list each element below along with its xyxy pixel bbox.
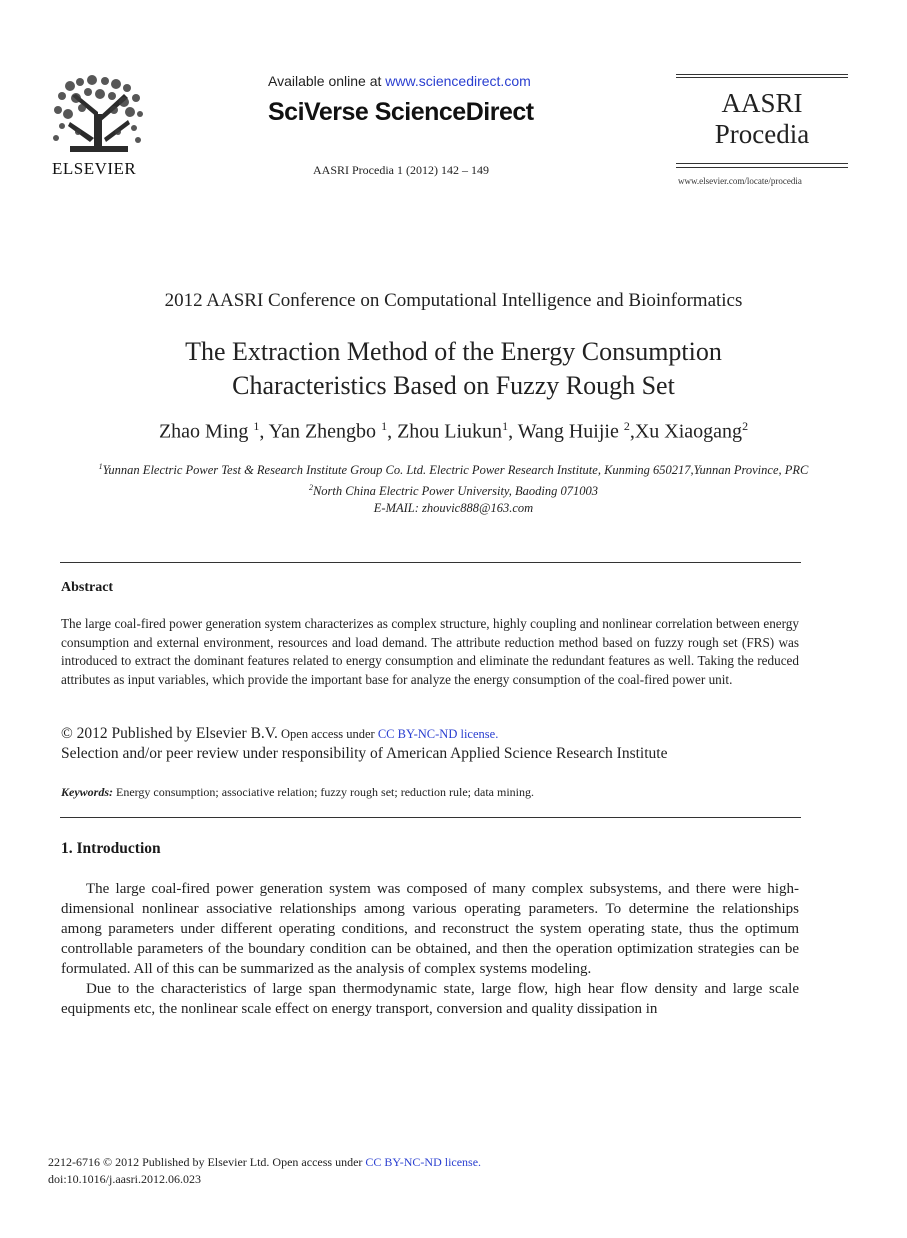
journal-name-line2: Procedia (714, 119, 810, 149)
available-online (268, 73, 531, 89)
page-footer (48, 1154, 481, 1188)
divider-top (60, 562, 801, 563)
masthead-rule-bottom-2 (676, 167, 848, 168)
title-line2: Characteristics Based on Fuzzy Rough Set (232, 371, 675, 400)
masthead-rule-bottom (676, 163, 848, 164)
peer-review-statement: Selection and/or peer review under responsibility of American Applied Science Research Institute (61, 745, 668, 762)
author-email: E-MAIL: zhouvic888@163.com (373, 501, 534, 516)
affiliation-1-text: Yunnan Electric Power Test & Research Institute Group Co. Ltd. Electric Power Research Institute, Kunming 650217,Yunnan Province, PRC (102, 463, 809, 478)
affiliation-1-marker: 1 (98, 462, 103, 471)
issn-text: 2212-6716 © 2012 Published by Elsevier Ltd. Open access under (48, 1155, 366, 1169)
abstract-heading: Abstract (61, 580, 114, 595)
author-separator: , (629, 420, 635, 443)
title-line1: The Extraction Method of the Energy Consumption (185, 337, 722, 366)
abstract-text: The large coal-fired power generation system characterizes as complex structure, highly coupling and nonlinear correlation between energy consumption and external environment, resources and load demand. The attribute reduction method based on fuzzy rough set (FRS) was introduced to extract the dominant features related to energy consumption and eliminate the redundant features as well. Taking the reduced attributes as input variables, which provide the important base for analyze the energy consumption of the coal-fired power unit. (61, 616, 799, 687)
author-name: Zhou Liukun (397, 420, 503, 443)
sciencedirect-link[interactable]: www.sciencedirect.com (385, 73, 531, 89)
section-heading: 1. Introduction (61, 840, 161, 857)
keywords-text: Energy consumption; associative relation; fuzzy rough set; reduction rule; data mining. (113, 785, 535, 799)
author-name: Xu Xiaogang (634, 420, 743, 443)
author-name: Zhao Ming (158, 420, 254, 443)
author-separator: , (387, 420, 398, 443)
affiliation-2-text: North China Electric Power University, Baoding 071003 (312, 484, 599, 499)
footer-license-link[interactable]: CC BY-NC-ND license. (365, 1155, 482, 1169)
affiliations (50, 458, 857, 517)
author-separator: , (508, 420, 518, 443)
doi: doi:10.1016/j.aasri.2012.06.023 (48, 1172, 201, 1186)
copyright-text: © 2012 Published by Elsevier B.V. (61, 725, 278, 742)
author-separator: , (259, 420, 269, 443)
author-affil-marker: 1 (502, 419, 509, 433)
affiliation-2 (50, 479, 857, 500)
journal-name-line1: AASRI (721, 88, 803, 118)
available-prefix: Available online at (268, 73, 386, 89)
article-title (100, 335, 807, 403)
paragraph: The large coal-fired power generation system was composed of many complex subsystems, and there were high-dimensional nonlinear associative relationships among various operating parameters. To determine the relationships among parameters under different operating conditions, and reconstruct the system operating state, thus the optimum controllable parameters of the boundary condition can be obtained, and then the operation optimization strategies can be formulated. All of this can be summarized as the analysis of complex systems modeling. (61, 881, 799, 977)
introduction-body (61, 879, 799, 1019)
author-name: Yan Zhengbo (268, 420, 382, 443)
journal-url-link[interactable]: www.elsevier.com/locate/procedia (678, 176, 802, 186)
author-affil-marker: 2 (623, 419, 630, 433)
elsevier-tree-icon (50, 74, 146, 156)
author-list (60, 419, 847, 444)
journal-citation: AASRI Procedia 1 (2012) 142 – 149 (313, 163, 489, 177)
affiliation-1 (50, 458, 857, 479)
author-affil-marker: 1 (381, 419, 388, 433)
masthead-rule-top (676, 74, 848, 75)
license-link[interactable]: CC BY-NC-ND license. (377, 727, 499, 741)
keywords-label: Keywords: (61, 785, 113, 799)
masthead-rule-top-2 (676, 77, 848, 78)
affiliation-2-marker: 2 (308, 483, 313, 493)
paragraph: Due to the characteristics of large span thermodynamic state, large flow, high hear flow density and large scale equipments etc, the nonlinear scale effect on energy transport, conversion and quality dissipation in (61, 981, 799, 1017)
issn-line (48, 1154, 481, 1171)
open-access-text: Open access under (277, 727, 378, 741)
journal-masthead (676, 74, 848, 170)
keywords (61, 785, 534, 800)
elsevier-logo (50, 74, 148, 178)
journal-name (676, 88, 848, 150)
conference-name: 2012 AASRI Conference on Computational Intelligence and Bioinformatics (164, 290, 743, 311)
divider-bottom (60, 817, 801, 818)
sciverse-brand: SciVerse ScienceDirect (268, 98, 534, 126)
copyright-line (61, 725, 498, 743)
author-affil-marker: 1 (253, 419, 260, 433)
author-affil-marker: 2 (742, 419, 749, 433)
elsevier-wordmark: ELSEVIER (52, 159, 137, 178)
author-name: Wang Huijie (517, 420, 624, 443)
